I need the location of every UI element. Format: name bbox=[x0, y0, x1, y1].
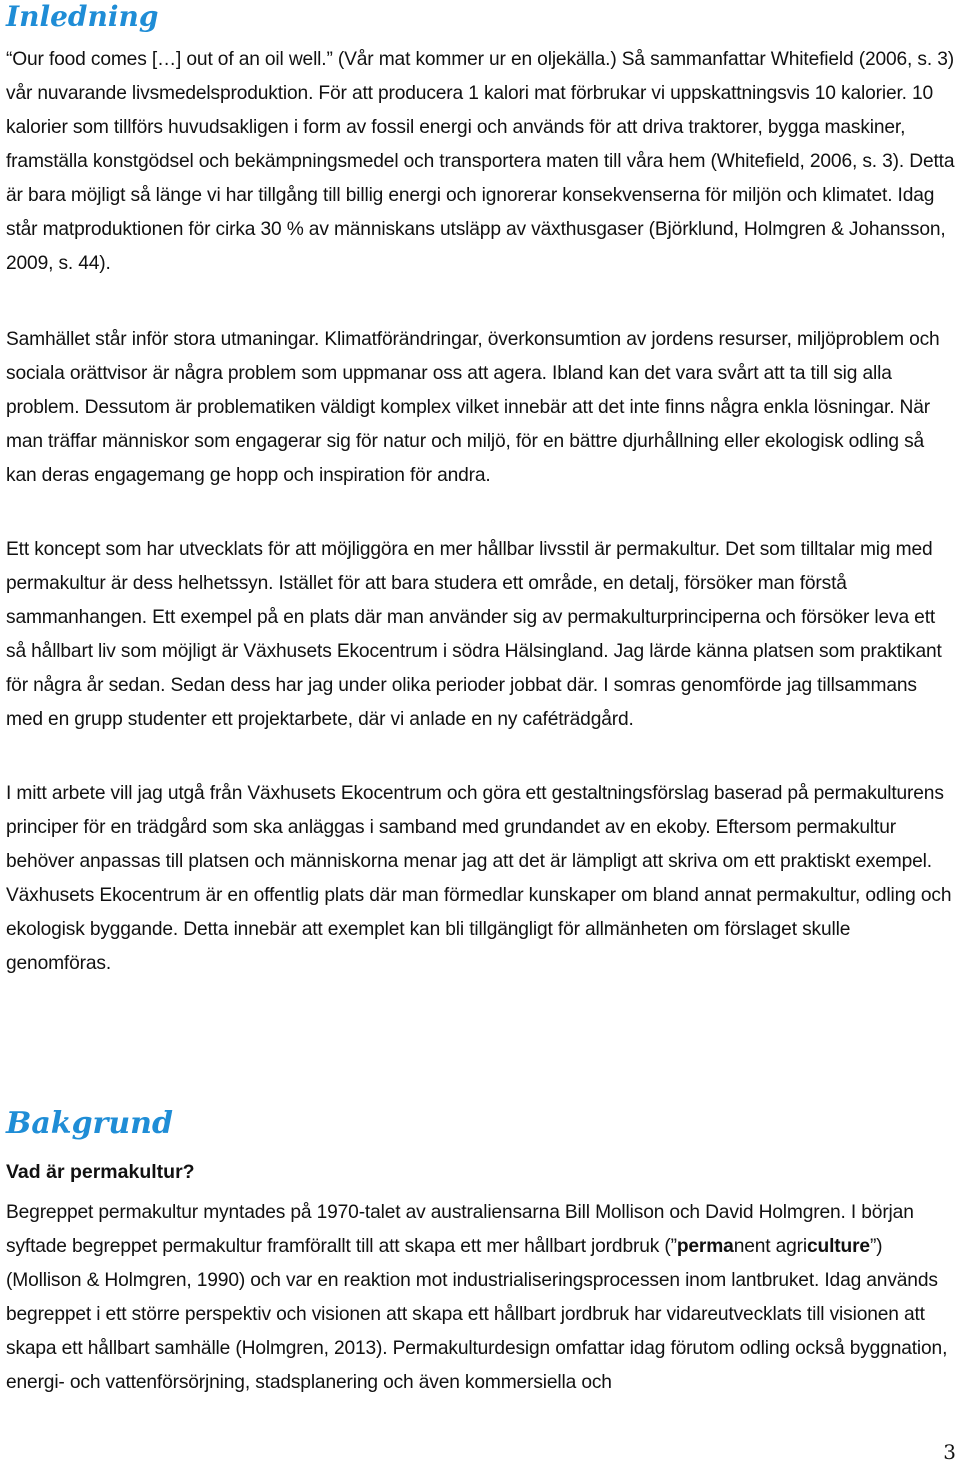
paragraph-intro-2: Samhället står inför stora utmaningar. Klimatförändringar, överkonsumtion av jordens resurser, miljöproblem och sociala orättvisor är några problem som uppmanar oss att agera. Ibland kan det vara svårt att ta till sig alla problem. Dessutom är problematiken väldigt komplex vilket innebär att det inte finns några enkla lösningar. När man träffar människor som engagerar sig för natur och miljö, för en bättre djurhållning eller ekologisk odling så kan deras engagemang ge hopp och inspiration för andra. bbox=[6, 329, 940, 486]
paragraph-text: Begreppet permakultur myntades på 1970-talet av australiensarna Bill Mollison och David Holmgren. I början syftade begreppet permakultur framförallt till att skapa ett mer hållbart jordbruk (” bbox=[6, 1202, 914, 1257]
emphasis-perma: perma bbox=[676, 1236, 734, 1257]
paragraph-text: nent agri bbox=[733, 1236, 808, 1257]
page-number: 3 bbox=[943, 1440, 956, 1464]
paragraph-intro-1: “Our food comes […] out of an oil well.” (Vår mat kommer ur en oljekälla.) Så sammanfattar Whitefield (2006, s. 3) vår nuvarande livsmedelsproduktion. För att producera 1 kalori mat förbrukar vi uppskattningsvis 10 kalorier. 10 kalorier som tillförs huvudsakligen i form av fossil energi och används för att driva traktorer, bygga maskiner, framställa konstgödsel och bekämpningsmedel och transportera maten till våra hem (Whitefield, 2006, s. 3). Detta är bara möjligt så länge vi har tillgång till billig energi och ignorerar konsekvenserna för miljön och klimatet. Idag står matproduktionen för cirka 30 % av människans utsläpp av växthusgaser (Björklund, Holmgren & Johansson, 2009, s. 44). bbox=[6, 49, 955, 274]
paragraph-intro-3: Ett koncept som har utvecklats för att möjliggöra en mer hållbar livsstil är permakultur. Det som tilltalar mig med permakultur är dess helhetssyn. Istället för att bara studera ett område, en detalj, försöker man förstå sammanhangen. Ett exempel på en plats där man använder sig av permakulturprinciperna och försöker leva ett så hållbart liv som möjligt är Växhusets Ekocentrum i södra Hälsingland. Jag lärde känna platsen som praktikant för några år sedan. Sedan dess har jag under olika perioder jobbat där. I somras genomförde jag tillsammans med en grupp studenter ett projektarbete, där vi anlade en ny caféträdgård. bbox=[6, 539, 942, 730]
section-heading-inledning: Inledning bbox=[6, 0, 159, 33]
section-heading-bakgrund: Bakgrund bbox=[6, 1106, 173, 1141]
paragraph-background-1 bbox=[6, 1196, 958, 1400]
emphasis-culture: culture bbox=[807, 1236, 870, 1257]
paragraph-text: ”) (Mollison & Holmgren, 1990) och var en reaktion mot industrialiseringsprocessen inom lantbruket. Idag används begreppet i ett större perspektiv och visionen att skapa ett hållbart jordbruk har vidareutvecklats till visionen att skapa ett hållbart samhälle (Holmgren, 2013). Permakulturdesign omfattar idag förutom odling också byggnation, energi- och vattenförsörjning, stadsplanering och även kommersiella och bbox=[6, 1236, 948, 1393]
subheading-vad-ar-permakultur: Vad är permakultur? bbox=[6, 1161, 195, 1183]
paragraph-intro-4: I mitt arbete vill jag utgå från Växhusets Ekocentrum och göra ett gestaltningsförslag baserad på permakulturens principer för en trädgård som ska anläggas i samband med grundandet av en ekoby. Eftersom permakultur behöver anpassas till platsen och människorna menar jag att det är lämpligt att skriva om ett praktiskt exempel. Växhusets Ekocentrum är en offentlig plats där man förmedlar kunskaper om bland annat permakultur, odling och ekologisk byggande. Detta innebär att exemplet kan bli tillgängligt för allmänheten om förslaget skulle genomföras. bbox=[6, 783, 952, 974]
